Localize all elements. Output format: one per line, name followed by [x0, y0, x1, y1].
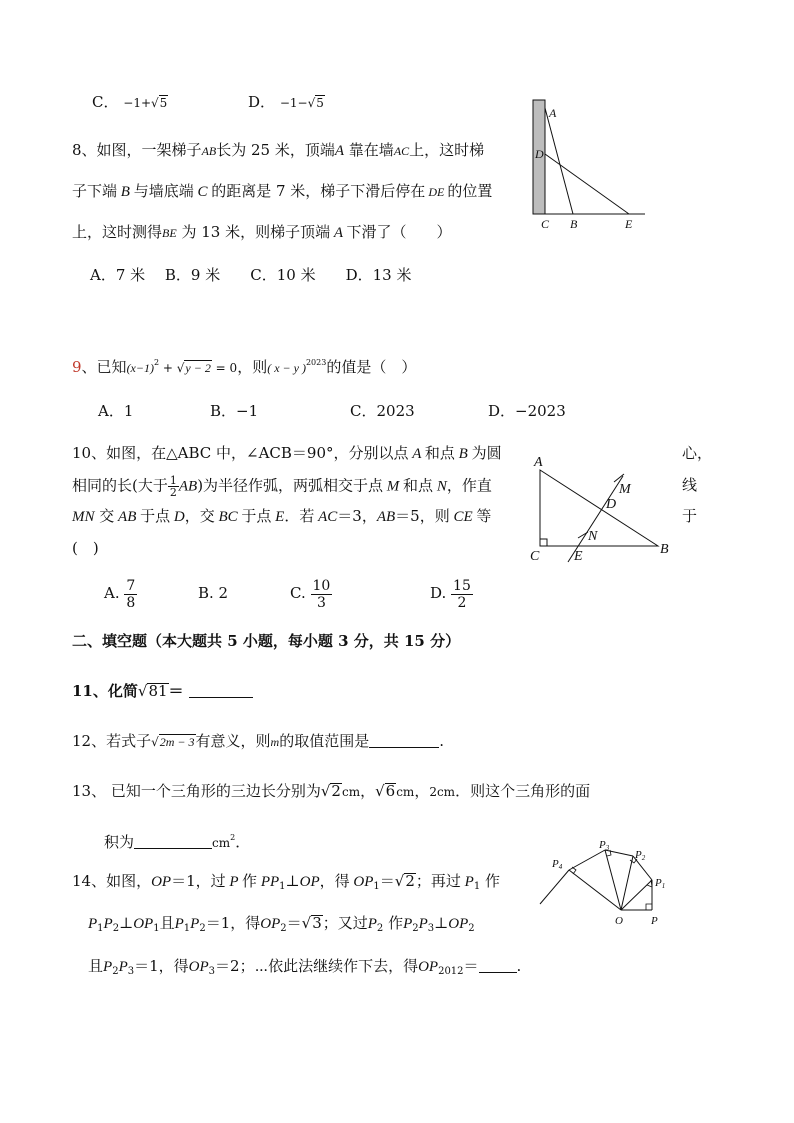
label-d: D [606, 497, 617, 512]
q10-text: ＝5，则 [395, 507, 450, 525]
q10-var: A [408, 446, 425, 462]
q13-radicand: 2 [331, 782, 341, 800]
segment-op4 [569, 870, 621, 910]
q12-text: 12、若式子 [72, 732, 152, 750]
right-angle-mark-p [646, 904, 652, 910]
ladder-ab [545, 108, 573, 214]
q13-unit: cm [212, 836, 231, 850]
q14-text: ；再过 [415, 872, 461, 890]
q9-expr: (x−1) [126, 361, 154, 375]
q10-var: AB [178, 478, 198, 495]
q14-text: 且 [159, 914, 175, 932]
label-p1: P1 [655, 877, 666, 890]
q14-var: P [460, 874, 474, 890]
q9-expr: ( x − y ) [267, 361, 306, 375]
q12-radicand: 2m − 3 [159, 735, 195, 749]
q14-text: ＝ [379, 872, 395, 890]
q8-var: C [193, 184, 212, 200]
q7-opt-c-label: C． [92, 93, 119, 111]
q14-text: 作 [383, 914, 404, 932]
q13-text: ．则这个三角形的面 [455, 782, 591, 800]
q8-line-3 [72, 222, 452, 243]
q8-text: 上，这时测得 [72, 223, 163, 241]
q10-opt-a-fraction [124, 578, 137, 611]
q14-var: OP [133, 916, 154, 932]
q14-var: P [225, 874, 243, 890]
option-label: A. [104, 584, 120, 602]
q12-var: m [270, 735, 280, 749]
q9-opt-b: B．−1 [210, 402, 259, 420]
q9-plus: + [159, 361, 177, 375]
q8-text: 子下端 [72, 182, 118, 200]
q9-text: 、已知 [81, 358, 127, 376]
q14-text: ＝1，得 [205, 914, 261, 932]
q13-unit: cm [396, 785, 415, 799]
label-e: E [574, 549, 583, 564]
label-p3: P3 [599, 839, 610, 852]
q14-var: OP [299, 874, 320, 890]
q9-radicand: y − 2 [185, 361, 211, 375]
q10-var: M [383, 478, 404, 495]
q10-text: 为圆 [471, 444, 502, 462]
q14-text: ＝1，得 [134, 957, 189, 975]
fraction-numerator: 10 [312, 577, 331, 594]
q14-var: OP [151, 874, 172, 890]
q10-line-1-tail: 心， [682, 444, 713, 462]
q10-text: 交 [94, 507, 115, 525]
q14-text: 作 [480, 872, 500, 890]
q14-var: OP [349, 874, 374, 890]
q10-half-fraction [168, 475, 179, 498]
q8-line-2 [72, 181, 492, 202]
q14-text: ＝1，过 [171, 872, 226, 890]
label-c: C [530, 549, 540, 564]
label-n: N [588, 529, 598, 544]
q10-text: 和点 [424, 444, 455, 462]
fraction-denominator: 8 [126, 594, 136, 611]
segment-op2 [621, 856, 633, 910]
q13-exponent: 2 [230, 833, 236, 842]
section-2-title: 二、填空题（本大题共 5 小题，每小题 3 分，共 15 分） [72, 632, 461, 650]
q8-var: AB [201, 144, 217, 158]
q9-text: ，则 [237, 358, 268, 376]
q10-text: ，交 [184, 507, 215, 525]
label-e: E [625, 217, 633, 231]
q10-opt-d [430, 574, 473, 612]
fraction-numerator: 1 [169, 474, 177, 487]
q8-var: B [117, 184, 134, 200]
q10-text: 和点 [403, 476, 434, 495]
q10-opt-c-fraction [311, 578, 333, 611]
q14-radicand: 3 [312, 914, 322, 932]
q12-answer-blank[interactable] [369, 733, 439, 748]
q10-line-3 [72, 506, 491, 527]
fraction-denominator: 2 [457, 594, 467, 611]
q10-text: 于点 [241, 507, 272, 525]
q9-line: 9、已知$(x-1)^2 + √y - 2 = 0$，则( x − y )$^{2023}$的值是（ ） [72, 358, 417, 376]
q14-end: . [516, 957, 522, 975]
q10-text: ．若 [284, 507, 315, 525]
q10-var: N [433, 478, 447, 495]
q14-perp: ⊥ [285, 872, 300, 890]
q9-opt-a: A．1 [98, 402, 134, 420]
q13-radicand: 6 [385, 782, 396, 800]
fraction-numerator: 7 [126, 577, 136, 594]
q10-var: B [454, 446, 472, 462]
q13-sep: ， [414, 782, 430, 800]
q10-var: AB [114, 509, 141, 525]
q8-text: 下滑了（ ） [346, 223, 452, 241]
q10-var: CE [449, 509, 477, 525]
q11-radicand: 81 [148, 682, 168, 700]
q14-text: ；又过 [322, 914, 368, 932]
q8-var: BE [162, 226, 177, 240]
q13-line-1: 13、 已知一个三角形的三边长分别为√2cm，√6cm，2cm．则这个三角形的面 [72, 782, 591, 800]
q11-answer-blank[interactable] [189, 683, 253, 698]
label-p4: P4 [552, 858, 563, 871]
label-b: B [570, 217, 578, 231]
q14-answer-blank[interactable] [479, 958, 517, 973]
q8-ladder-figure [525, 96, 650, 236]
q14-text: 且 [88, 957, 104, 975]
q8-line-1 [72, 140, 484, 161]
q8-text: 为 13 米，则梯子顶端 [176, 223, 331, 241]
q10-opt-d-fraction [451, 578, 473, 611]
q14-line-2: $P_1P_2\perp OP_1$且$P_1P_2=1$，得$OP_2=√3$；又过$P_2$ 作$P_2P_3\perp OP_2$ [88, 914, 475, 934]
fraction-denominator: 2 [169, 486, 177, 499]
label-m: M [619, 482, 631, 497]
q12-text: 有意义，则 [195, 732, 271, 750]
q14-subscript: 2012 [438, 966, 464, 977]
label-p: P [651, 915, 658, 927]
q10-text: 于点 [140, 507, 171, 525]
q14-text: ＝ [463, 957, 479, 975]
q14-text: 作 [242, 872, 258, 890]
arc-n [578, 532, 588, 538]
q14-spiral-figure [535, 838, 670, 930]
option-label: D. [430, 584, 447, 602]
q9-eq: = 0 [211, 361, 238, 375]
q7-opt-c-rad: 5 [159, 96, 168, 110]
q11-eq: ＝ [168, 682, 184, 700]
triangle-abc [540, 470, 658, 546]
label-a: A [549, 106, 557, 120]
q7-opt-d-label: D． [248, 93, 276, 111]
q10-var: AC [314, 509, 338, 525]
q8-text: 的位置 [447, 182, 493, 200]
q7-opt-d-expr: −1− [279, 96, 308, 110]
q8-text: 靠在墙 [344, 141, 394, 159]
option-label: C. [290, 584, 306, 602]
ladder-de [545, 154, 629, 214]
label-d: D [535, 147, 544, 161]
q8-text: 如图，一架梯子 [96, 141, 202, 159]
right-angle-mark [540, 539, 547, 546]
q14-var: OP [188, 959, 209, 975]
q10-triangle-figure [528, 450, 678, 565]
q10-text: 10、如图，在△ABC 中，∠ACB＝90°，分别以点 [72, 444, 409, 462]
segment-p3p4 [569, 850, 605, 870]
q13-line-2 [104, 828, 250, 853]
q13-answer-blank[interactable] [134, 834, 212, 849]
q7-opt-d-rad: 5 [316, 96, 324, 110]
q12-line: 12、若式子√2m − 3有意义，则m的取值范围是 . [72, 732, 444, 750]
q9-text: 的值是（ ） [326, 358, 417, 376]
q10-line-4: ( ) [72, 539, 99, 557]
label-o: O [615, 915, 623, 927]
label-b: B [660, 542, 669, 557]
q10-var: D [170, 509, 185, 525]
q13-unit: cm [341, 785, 361, 799]
q14-line-1: 14、如图，OP＝1，过 P 作 $PP_1\perp OP$，得 $OP_1=√2$；再过 $P_1$ 作 [72, 872, 500, 892]
q9-opt-c: C．2023 [350, 402, 415, 420]
q10-opt-a [104, 574, 137, 612]
q8-text: 与墙底端 [133, 182, 194, 200]
q10-text: 等 [476, 507, 492, 525]
q13-text: 积为 [104, 833, 135, 851]
q8-var: DE [425, 185, 448, 199]
q8-var: A [330, 225, 347, 241]
q9-exponent: 2023 [305, 358, 327, 367]
label-c: C [541, 217, 550, 231]
label-p2: P2 [635, 849, 646, 862]
segment-op3 [605, 850, 621, 910]
q14-line-3: 且$P_2P_3=1$，得$OP_3=2$；⋯依此法继续作下去，得$OP_{2012}=$ . [88, 957, 522, 977]
q9-opt-d: D．−2023 [488, 402, 566, 420]
q8-number: 8、 [72, 141, 97, 159]
q13-end: ． [235, 833, 251, 851]
q10-line-2-tail: 线 [682, 476, 698, 494]
q14-text: ，得 [319, 872, 350, 890]
arc-m [614, 474, 624, 482]
q10-line-3-tail: 于 [682, 507, 698, 525]
q10-var: MN [72, 509, 95, 525]
q10-line-2 [72, 475, 492, 498]
q8-var: AC [393, 144, 410, 158]
fraction-numerator: 15 [453, 577, 471, 594]
q14-text: ＝ [286, 914, 302, 932]
q12-text: 的取值范围是 [279, 732, 370, 750]
q13-text: 13、 已知一个三角形的三边长分别为 [72, 782, 321, 800]
q14-text: 14、如图， [72, 872, 152, 890]
q14-var: PP [257, 874, 280, 890]
q10-opt-c [290, 574, 332, 612]
q10-var: BC [214, 509, 242, 525]
fraction-denominator: 3 [316, 594, 326, 611]
q10-text: ，作直 [446, 476, 492, 495]
q12-end: . [439, 732, 444, 750]
q14-var: OP [260, 916, 281, 932]
q14-subscript: 1 [279, 881, 286, 892]
q10-text: 相同的长(大于 [72, 476, 168, 495]
label-a: A [534, 455, 543, 470]
q10-line-1 [72, 443, 502, 464]
q14-var: P [88, 916, 98, 932]
q11-text: 11、化简 [72, 682, 138, 700]
q9-exponent: 2 [153, 358, 160, 367]
q8-var: A [334, 143, 345, 159]
q7-opt-c-expr: −1+ [123, 96, 152, 110]
q13-value: 2cm [429, 785, 456, 799]
q10-text: ＝3， [337, 507, 377, 525]
q9-number: 9 [72, 358, 82, 376]
q10-var: E [271, 509, 285, 525]
q8-options: A．7 米 B．9 米 C．10 米 D．13 米 [90, 266, 412, 284]
q14-var: OP [418, 959, 439, 975]
q14-text: ⊥ [119, 914, 134, 932]
q10-opt-b: B. 2 [198, 584, 229, 602]
q10-var: AB [376, 509, 396, 525]
q8-text: 长为 25 米，顶端 [216, 141, 335, 159]
q11-line: 11、化简√81＝ [72, 681, 253, 701]
segment-extension [540, 870, 569, 904]
q14-radicand: 2 [405, 872, 415, 890]
q13-sep: ， [360, 782, 376, 800]
q7-options: C． −1+√5 [92, 93, 168, 111]
q8-text: 的距离是 7 米，梯子下滑后停在 [211, 182, 426, 200]
segment-op1 [621, 880, 652, 910]
q10-text: )为半径作弧，两弧相交于点 [197, 476, 384, 495]
q7-option-d: D． −1−√5 [248, 93, 324, 111]
q8-text: 上，这时梯 [409, 141, 485, 159]
q14-text: ＝2；⋯依此法继续作下去，得 [215, 957, 419, 975]
